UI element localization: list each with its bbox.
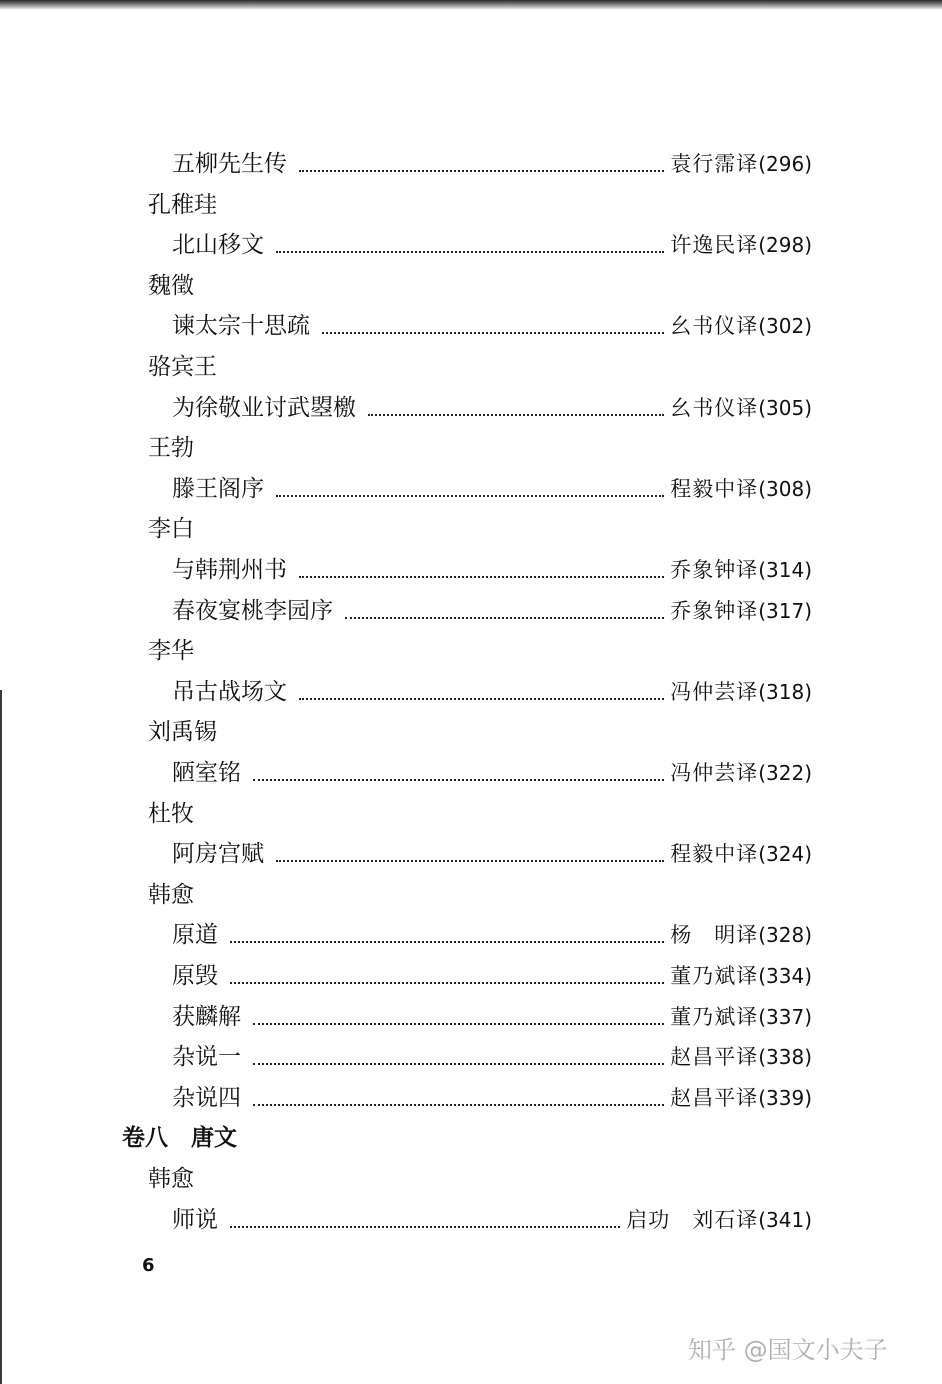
entry-title: 吊古战场文 bbox=[172, 679, 287, 705]
entry-translator: 赵昌平译 bbox=[670, 1045, 759, 1069]
entry-title: 谏太宗十思疏 bbox=[172, 313, 310, 339]
entry-translator: 冯仲芸译 bbox=[670, 761, 759, 785]
dot-leader bbox=[253, 1061, 664, 1065]
toc-author: 韩愈 bbox=[148, 1166, 194, 1192]
toc-author: 骆宾王 bbox=[148, 354, 217, 380]
entry-translator: 程毅中译 bbox=[670, 477, 759, 501]
toc-author: 杜牧 bbox=[148, 801, 194, 827]
entry-translator: 袁行霈译 bbox=[670, 152, 759, 176]
entry-translator: 董乃斌译 bbox=[670, 1005, 759, 1029]
toc-author: 魏徵 bbox=[148, 273, 194, 299]
entry-page: (302) bbox=[758, 314, 812, 338]
entry-page: (318) bbox=[758, 680, 812, 704]
toc-entry bbox=[172, 1202, 812, 1238]
toc-entry bbox=[172, 958, 812, 994]
scan-left-edge bbox=[0, 690, 2, 1384]
entry-title: 与韩荆州书 bbox=[172, 557, 287, 583]
toc-section-heading: 卷八 唐文 bbox=[122, 1124, 237, 1151]
entry-page: (308) bbox=[758, 477, 812, 501]
toc-entry bbox=[172, 471, 812, 507]
toc-entry bbox=[172, 999, 812, 1035]
toc-entry bbox=[172, 227, 812, 263]
entry-title: 师说 bbox=[172, 1207, 218, 1233]
entry-translator: 程毅中译 bbox=[670, 842, 759, 866]
dot-leader bbox=[276, 249, 664, 253]
toc-entry bbox=[172, 1080, 812, 1116]
entry-page: (341) bbox=[758, 1208, 812, 1232]
toc-entry bbox=[172, 552, 812, 588]
entry-translator: 乔象钟译 bbox=[670, 599, 759, 623]
dot-leader bbox=[276, 493, 664, 497]
entry-page: (334) bbox=[758, 964, 812, 988]
toc-entry bbox=[172, 146, 812, 182]
entry-translator: 启功 刘石译 bbox=[626, 1208, 759, 1232]
toc-entry bbox=[172, 836, 812, 872]
entry-title: 阿房宫赋 bbox=[172, 841, 264, 867]
entry-title: 原毁 bbox=[172, 963, 218, 989]
entry-title: 五柳先生传 bbox=[172, 151, 287, 177]
entry-page: (314) bbox=[758, 558, 812, 582]
toc-author: 孔稚珪 bbox=[148, 192, 217, 218]
toc-author: 王勃 bbox=[148, 435, 194, 461]
dot-leader bbox=[276, 858, 664, 862]
entry-page: (338) bbox=[758, 1045, 812, 1069]
dot-leader bbox=[253, 1021, 664, 1025]
entry-title: 杂说四 bbox=[172, 1085, 241, 1111]
entry-title: 原道 bbox=[172, 922, 218, 948]
toc-author: 刘禹锡 bbox=[148, 719, 217, 745]
entry-title: 陋室铭 bbox=[172, 760, 241, 786]
entry-translator: 董乃斌译 bbox=[670, 964, 759, 988]
dot-leader bbox=[368, 412, 664, 416]
entry-page: (296) bbox=[758, 152, 812, 176]
entry-translator: 冯仲芸译 bbox=[670, 680, 759, 704]
dot-leader bbox=[230, 1224, 620, 1228]
entry-translator: 幺书仪译 bbox=[670, 396, 759, 420]
entry-translator: 杨 明译 bbox=[670, 923, 759, 947]
toc-author: 李白 bbox=[148, 516, 194, 542]
entry-title: 杂说一 bbox=[172, 1044, 241, 1070]
dot-leader bbox=[345, 615, 664, 619]
page-number: 6 bbox=[142, 1255, 155, 1276]
entry-page: (298) bbox=[758, 233, 812, 257]
entry-title: 北山移文 bbox=[172, 232, 264, 258]
toc-entry bbox=[172, 917, 812, 953]
entry-title: 为徐敬业讨武曌檄 bbox=[172, 395, 356, 421]
dot-leader bbox=[230, 939, 664, 943]
entry-translator: 幺书仪译 bbox=[670, 314, 759, 338]
entry-page: (328) bbox=[758, 923, 812, 947]
entry-page: (339) bbox=[758, 1086, 812, 1110]
toc-entry bbox=[172, 390, 812, 426]
entry-page: (324) bbox=[758, 842, 812, 866]
entry-translator: 许逸民译 bbox=[670, 233, 759, 257]
watermark: 知乎 @国文小夫子 bbox=[688, 1336, 888, 1364]
toc-entry bbox=[172, 755, 812, 791]
dot-leader bbox=[322, 330, 664, 334]
dot-leader bbox=[299, 574, 664, 578]
entry-page: (317) bbox=[758, 599, 812, 623]
entry-title: 春夜宴桃李园序 bbox=[172, 598, 333, 624]
entry-page: (337) bbox=[758, 1005, 812, 1029]
toc-entry bbox=[172, 308, 812, 344]
toc-author: 韩愈 bbox=[148, 882, 194, 908]
entry-translator: 乔象钟译 bbox=[670, 558, 759, 582]
dot-leader bbox=[253, 1102, 664, 1106]
toc-entry bbox=[172, 674, 812, 710]
toc-author: 李华 bbox=[148, 638, 194, 664]
entry-title: 获麟解 bbox=[172, 1004, 241, 1030]
entry-page: (322) bbox=[758, 761, 812, 785]
dot-leader bbox=[230, 980, 664, 984]
entry-title: 滕王阁序 bbox=[172, 476, 264, 502]
dot-leader bbox=[253, 777, 664, 781]
entry-translator: 赵昌平译 bbox=[670, 1086, 759, 1110]
dot-leader bbox=[299, 168, 664, 172]
toc-entry bbox=[172, 1039, 812, 1075]
scan-top-edge bbox=[0, 0, 942, 10]
entry-page: (305) bbox=[758, 396, 812, 420]
toc-entry bbox=[172, 593, 812, 629]
dot-leader bbox=[299, 696, 664, 700]
